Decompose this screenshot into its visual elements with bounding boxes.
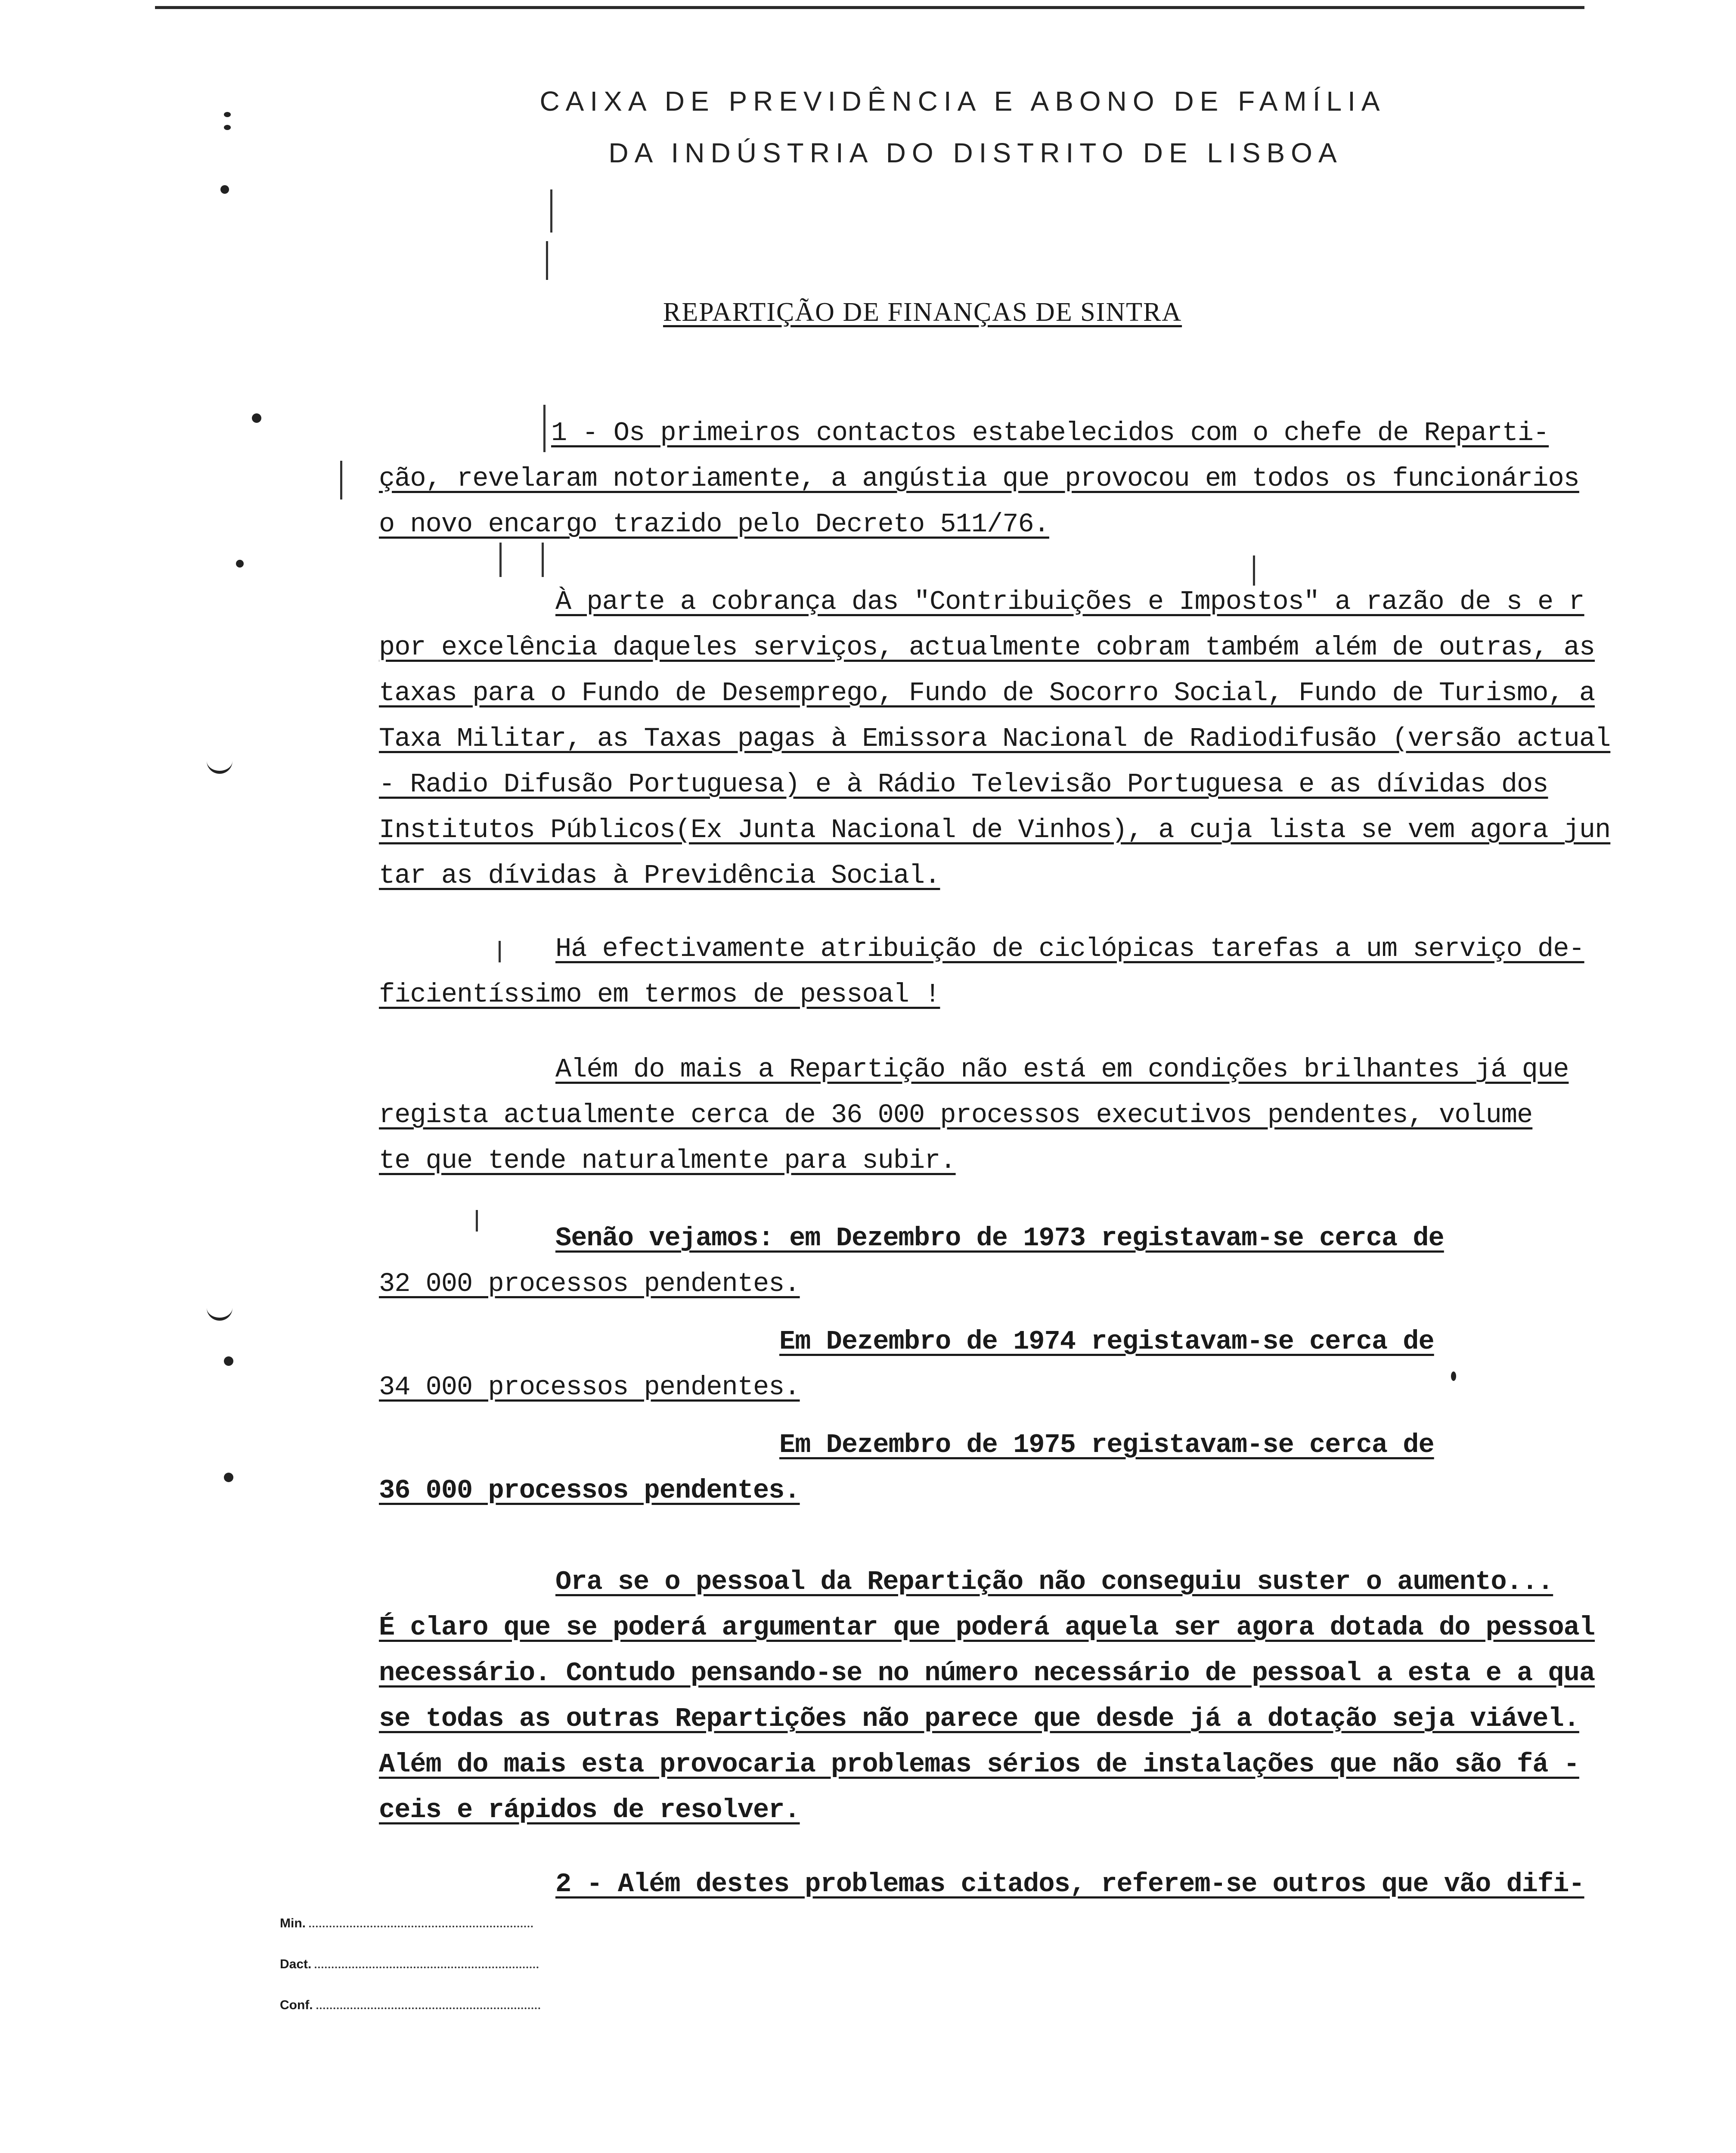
scan-speck: [252, 413, 261, 423]
form-conf-label: Conf.: [280, 1998, 313, 2012]
body-line: Institutos Públicos(Ex Junta Nacional de Vinhos), a cuja lista se vem agora jun: [379, 815, 1611, 845]
form-min-row: [280, 1916, 533, 1931]
form-min-field: [309, 1926, 533, 1927]
body-line: por excelência daqueles serviços, actualmente cobram também além de outras, as: [379, 632, 1595, 663]
body-line: 1 - Os primeiros contactos estabelecidos com o chefe de Reparti-: [551, 418, 1549, 448]
scan-vertical-mark: [542, 543, 544, 577]
form-conf-row: [280, 1998, 540, 2013]
scan-speck: [224, 1473, 233, 1482]
body-line: 34 000 processos pendentes.: [379, 1372, 800, 1402]
body-line: 32 000 processos pendentes.: [379, 1269, 800, 1299]
form-dact-field: [315, 1967, 539, 1968]
scan-vertical-mark: [499, 941, 501, 962]
scan-curve-mark: [207, 1300, 232, 1321]
body-line: taxas para o Fundo de Desemprego, Fundo de Socorro Social, Fundo de Turismo, a: [379, 678, 1595, 708]
scan-speck: [224, 1356, 233, 1366]
body-line: Em Dezembro de 1974 registavam-se cerca de: [779, 1326, 1434, 1357]
body-line: tar as dívidas à Previdência Social.: [379, 860, 940, 891]
body-line: À parte a cobrança das "Contribuições e Impostos" a razão de s e r: [555, 586, 1584, 617]
scan-vertical-mark: [543, 405, 546, 452]
body-line: 2 - Além destes problemas citados, referem-se outros que vão difi-: [555, 1869, 1584, 1899]
top-rule: [155, 6, 1584, 9]
body-line: te que tende naturalmente para subir.: [379, 1145, 956, 1176]
scan-speck: [220, 185, 229, 194]
scan-vertical-mark: [550, 189, 552, 233]
scan-vertical-mark: [476, 1210, 478, 1232]
scan-speck: [1451, 1371, 1456, 1381]
body-line: ceis e rápidos de resolver.: [379, 1795, 800, 1825]
body-line: - Radio Difusão Portuguesa) e à Rádio Televisão Portuguesa e as dívidas dos: [379, 769, 1548, 800]
header-line-2: DA INDÚSTRIA DO DISTRITO DE LISBOA: [608, 137, 1343, 168]
scan-curve-mark: [207, 754, 232, 774]
form-dact-label: Dact.: [280, 1957, 312, 1971]
body-line: regista actualmente cerca de 36 000 processos executivos pendentes, volume: [379, 1100, 1533, 1130]
body-line: Além do mais a Repartição não está em condições brilhantes já que: [555, 1054, 1569, 1085]
body-line: Além do mais esta provocaria problemas sérios de instalações que não são fá -: [379, 1749, 1579, 1780]
scan-vertical-mark: [499, 543, 502, 577]
body-line: Senão vejamos: em Dezembro de 1973 registavam-se cerca de: [555, 1223, 1444, 1253]
document-title: REPARTIÇÃO DE FINANÇAS DE SINTRA: [663, 298, 1182, 327]
scan-vertical-mark: [1253, 555, 1255, 586]
body-line: Em Dezembro de 1975 registavam-se cerca de: [779, 1430, 1434, 1460]
body-line: Taxa Militar, as Taxas pagas à Emissora Nacional de Radiodifusão (versão actual: [379, 723, 1611, 754]
scan-vertical-mark: [546, 241, 548, 280]
body-line: o novo encargo trazido pelo Decreto 511/76.: [379, 509, 1049, 540]
body-line: necessário. Contudo pensando-se no número necessário de pessoal a esta e a qua: [379, 1658, 1595, 1688]
scan-vertical-mark: [340, 461, 342, 499]
form-min-label: Min.: [280, 1916, 306, 1930]
form-dact-row: [280, 1957, 539, 1972]
header-line-1: CAIXA DE PREVIDÊNCIA E ABONO DE FAMÍLIA: [539, 86, 1386, 117]
scan-speck: [236, 560, 244, 568]
body-line: Há efectivamente atribuição de ciclópicas tarefas a um serviço de-: [555, 934, 1584, 964]
scan-speck: [224, 112, 231, 117]
body-line: ficientíssimo em termos de pessoal !: [379, 979, 940, 1010]
body-line: 36 000 processos pendentes.: [379, 1475, 800, 1506]
body-line: ção, revelaram notoriamente, a angústia que provocou em todos os funcionários: [379, 463, 1579, 494]
form-conf-field: [316, 2007, 540, 2009]
body-line: É claro que se poderá argumentar que poderá aquela ser agora dotada do pessoal: [379, 1612, 1595, 1643]
scan-speck: [224, 125, 231, 130]
body-line: Ora se o pessoal da Repartição não conseguiu suster o aumento...: [555, 1567, 1553, 1597]
body-line: se todas as outras Repartições não parece que desde já a dotação seja viável.: [379, 1703, 1579, 1734]
